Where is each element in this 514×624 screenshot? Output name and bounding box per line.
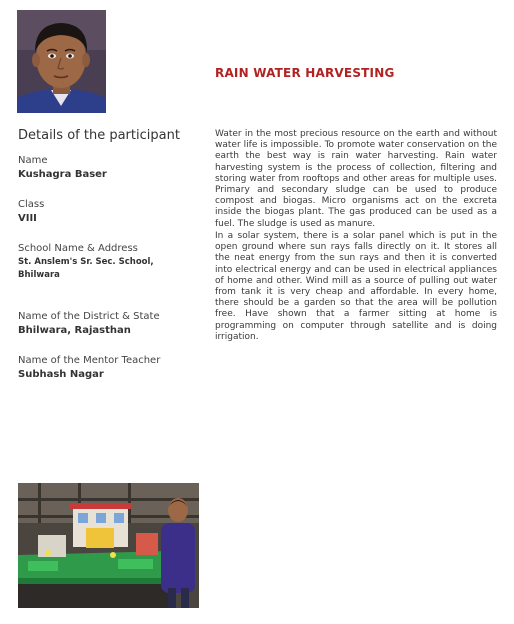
details-heading: Details of the participant bbox=[18, 128, 180, 143]
mentor-label: Name of the Mentor Teacher bbox=[18, 355, 161, 366]
class-value: VIII bbox=[18, 213, 37, 224]
name-label: Name bbox=[18, 155, 48, 166]
participant-portrait-photo bbox=[17, 10, 106, 113]
school-label: School Name & Address bbox=[18, 243, 138, 254]
school-value-line1: St. Anslem's Sr. Sec. School, bbox=[18, 257, 154, 267]
name-value: Kushagra Baser bbox=[18, 169, 107, 180]
body-paragraph-2: In a solar system, there is a solar panel which is put in the open ground where sun rays falls directly on it. It stores all the neat energy from the sun rays and then it is converted into electrical energy and can be used in electrical appliances of home and other. Wind mill as a source of pulling out water from tank it is very cheap and affordable. In every home, there should be a garden so that the area will be pollution free. Have shown that a farmer sitting at home is programming on computer through satellite and is doing irrigation. bbox=[215, 231, 497, 342]
portrait-image bbox=[17, 10, 106, 113]
page-title: RAIN WATER HARVESTING bbox=[215, 66, 395, 80]
model-image bbox=[18, 483, 199, 608]
school-value-line2: Bhilwara bbox=[18, 270, 60, 280]
body-paragraph-1: Water in the most precious resource on the earth and without water life is impossible. To promote water conservation on the earth the best way is rain water harvesting. Rain water harvesting system is the process of collection, filtering and storing water from rooftops and other areas for multiple uses. Primary and secondary sludge can be used to produce compost and biogas. Micro organisms act on the excreta inside the biogas plant. The gas produced can be used as a fuel. The sludge is used as manure. bbox=[215, 129, 497, 229]
district-value: Bhilwara, Rajasthan bbox=[18, 325, 131, 336]
class-label: Class bbox=[18, 199, 45, 210]
district-label: Name of the District & State bbox=[18, 311, 160, 322]
mentor-value: Subhash Nagar bbox=[18, 369, 104, 380]
project-model-photo bbox=[18, 483, 199, 608]
